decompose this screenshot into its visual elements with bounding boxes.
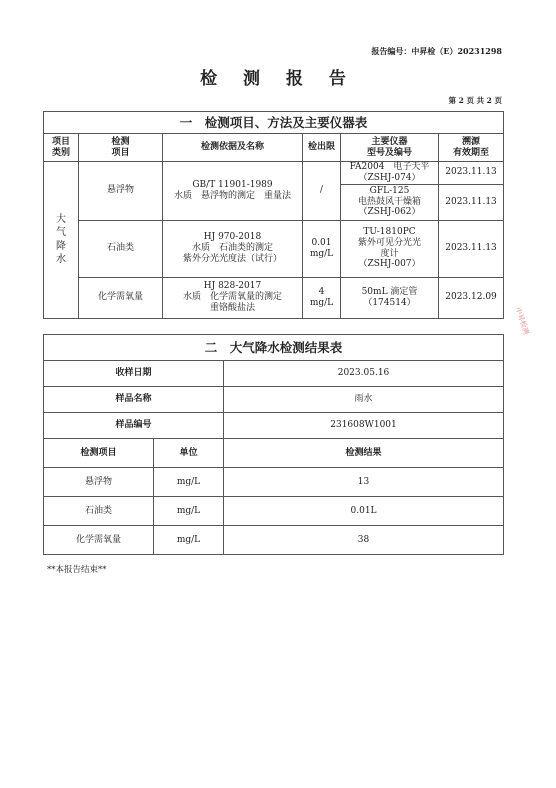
section1-title: 一 检测项目、方法及主要仪器表 bbox=[44, 112, 504, 134]
row1-instrument-b: GFL-125 电热鼓风干燥箱 （ZSHJ-062） bbox=[341, 184, 439, 220]
report-title: 检 测 报 告 bbox=[200, 69, 356, 89]
results-header-result: 检测结果 bbox=[224, 439, 504, 468]
sample-name-value: 雨水 bbox=[224, 387, 504, 413]
result-unit: mg/L bbox=[154, 468, 224, 497]
row2-date: 2023.11.13 bbox=[439, 220, 504, 277]
result-unit: mg/L bbox=[154, 497, 224, 526]
row3-item: 化学需氧量 bbox=[79, 277, 163, 318]
row3-instrument: 50mL 滴定管 （174514） bbox=[341, 277, 439, 318]
header-instrument: 主要仪器 型号及编号 bbox=[341, 134, 439, 162]
result-value: 0.01L bbox=[224, 497, 504, 526]
sampling-date-value: 2023.05.16 bbox=[224, 361, 504, 387]
sampling-date-label: 收样日期 bbox=[44, 361, 224, 387]
results-table bbox=[43, 334, 504, 555]
row2-item: 石油类 bbox=[79, 220, 163, 277]
row2-limit: 0.01 mg/L bbox=[303, 220, 341, 277]
row3-date: 2023.12.09 bbox=[439, 277, 504, 318]
row1-date-a: 2023.11.13 bbox=[439, 162, 504, 185]
table-row bbox=[44, 468, 504, 497]
sample-number-value: 231608W1001 bbox=[224, 413, 504, 439]
seal-stamp: 中昇检测 bbox=[513, 306, 531, 336]
category-value: 大气降水 bbox=[56, 213, 66, 266]
row3-method: HJ 828-2017 水质 化学需氧量的测定 重铬酸盐法 bbox=[163, 277, 303, 318]
header-traceability: 溯源 有效期至 bbox=[439, 134, 504, 162]
category-cell bbox=[44, 162, 79, 319]
row2-instrument: TU-1810PC 紫外可见分光光 度计 （ZSHJ-007） bbox=[341, 220, 439, 277]
header-item: 检测 项目 bbox=[79, 134, 163, 162]
results-header-unit: 单位 bbox=[154, 439, 224, 468]
sample-name-label: 样品名称 bbox=[44, 387, 224, 413]
header-category: 项目 类别 bbox=[44, 134, 79, 162]
results-header-item: 检测项目 bbox=[44, 439, 154, 468]
header-limit: 检出限 bbox=[303, 134, 341, 162]
methods-table bbox=[43, 111, 504, 319]
report-number: 报告编号：中昇检（E）20231298 bbox=[371, 46, 502, 56]
table-row bbox=[44, 526, 504, 555]
page-number: 第 2 页 共 2 页 bbox=[448, 96, 502, 105]
result-value: 13 bbox=[224, 468, 504, 497]
result-item: 悬浮物 bbox=[44, 468, 154, 497]
row1-instrument-a: FA2004 电子天平 （ZSHJ-074） bbox=[341, 162, 439, 185]
table-row bbox=[44, 497, 504, 526]
section2-title: 二 大气降水检测结果表 bbox=[44, 335, 504, 361]
result-item: 化学需氧量 bbox=[44, 526, 154, 555]
row2-method: HJ 970-2018 水质 石油类的测定 紫外分光光度法（试行） bbox=[163, 220, 303, 277]
row1-date-b: 2023.11.13 bbox=[439, 184, 504, 220]
row1-limit: / bbox=[303, 162, 341, 221]
row3-limit: 4 mg/L bbox=[303, 277, 341, 318]
sample-number-label: 样品编号 bbox=[44, 413, 224, 439]
header-method: 检测依据及名称 bbox=[163, 134, 303, 162]
result-item: 石油类 bbox=[44, 497, 154, 526]
row1-item: 悬浮物 bbox=[79, 162, 163, 221]
end-note: **本报告结束** bbox=[47, 565, 107, 575]
row1-method: GB/T 11901-1989 水质 悬浮物的测定 重量法 bbox=[163, 162, 303, 221]
result-value: 38 bbox=[224, 526, 504, 555]
result-unit: mg/L bbox=[154, 526, 224, 555]
